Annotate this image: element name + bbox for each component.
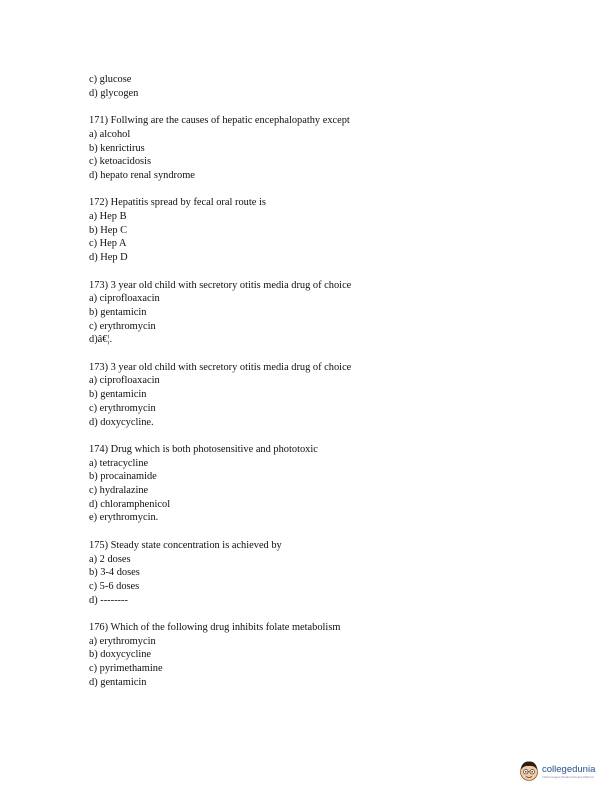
option-text: b) gentamicin — [89, 306, 147, 318]
option-text: c) ketoacidosis — [89, 156, 152, 168]
mascot-icon — [519, 759, 539, 783]
document-body — [89, 73, 549, 690]
option-text: b) Hep C — [89, 224, 128, 236]
option-text: a) erythromycin — [89, 635, 156, 647]
option-text: c) 5-6 doses — [89, 580, 140, 592]
paragraph-gap — [89, 265, 549, 279]
option-text: a) alcohol — [89, 128, 131, 140]
option-text: c) hydralazine — [89, 485, 149, 497]
question-text: 172) Hepatitis spread by fecal oral route is — [89, 197, 266, 209]
option-text: c) erythromycin — [89, 320, 156, 332]
paragraph-gap — [89, 429, 549, 443]
paragraph-gap — [89, 347, 549, 361]
paragraph-gap — [89, 183, 549, 197]
option-text: d) hepato renal syndrome — [89, 169, 195, 181]
option-text: b) 3-4 doses — [89, 567, 140, 579]
option-text: a) ciprofloaxacin — [89, 375, 160, 387]
paragraph-gap — [89, 607, 549, 621]
brand-tagline: India's largest Student Review Platform — [542, 774, 595, 779]
option-text: d) gentamicin — [89, 676, 147, 688]
option-text: b) kenrictirus — [89, 142, 145, 154]
option-text: e) erythromycin. — [89, 512, 159, 524]
question-text: 171) Follwing are the causes of hepatic encephalopathy except — [89, 115, 350, 127]
option-text: a) ciprofloaxacin — [89, 293, 160, 305]
brand-name: collegedunia — [542, 763, 596, 775]
option-text: d) glycogen — [89, 87, 139, 99]
paragraph-gap — [89, 100, 549, 114]
option-text: d)â€¦. — [89, 334, 113, 346]
option-text: a) tetracycline — [89, 457, 149, 469]
option-text: c) erythromycin — [89, 402, 156, 414]
option-text: b) doxycycline — [89, 649, 152, 661]
question-text: 173) 3 year old child with secretory otitis media drug of choice — [89, 279, 352, 291]
option-text: a) 2 doses — [89, 553, 131, 565]
option-text: d) -------- — [89, 594, 128, 606]
option-text: d) chloramphenicol — [89, 498, 171, 510]
option-text: c) pyrimethamine — [89, 663, 163, 675]
option-text: a) Hep B — [89, 211, 127, 222]
collegedunia-logo — [519, 757, 605, 785]
question-text: 174) Drug which is both photosensitive and phototoxic — [89, 443, 318, 455]
option-text: d) Hep D — [89, 252, 128, 264]
option-text: c) glucose — [89, 74, 132, 85]
option-text: b) gentamicin — [89, 389, 147, 401]
question-text: 173) 3 year old child with secretory otitis media drug of choice — [89, 361, 352, 373]
question-text: 176) Which of the following drug inhibits folate metabolism — [89, 622, 341, 634]
option-text: b) procainamide — [89, 471, 157, 483]
option-text: c) Hep A — [89, 238, 127, 250]
option-text: d) doxycycline. — [89, 416, 154, 428]
question-text: 175) Steady state concentration is achieved by — [89, 539, 282, 551]
paragraph-gap — [89, 525, 549, 539]
